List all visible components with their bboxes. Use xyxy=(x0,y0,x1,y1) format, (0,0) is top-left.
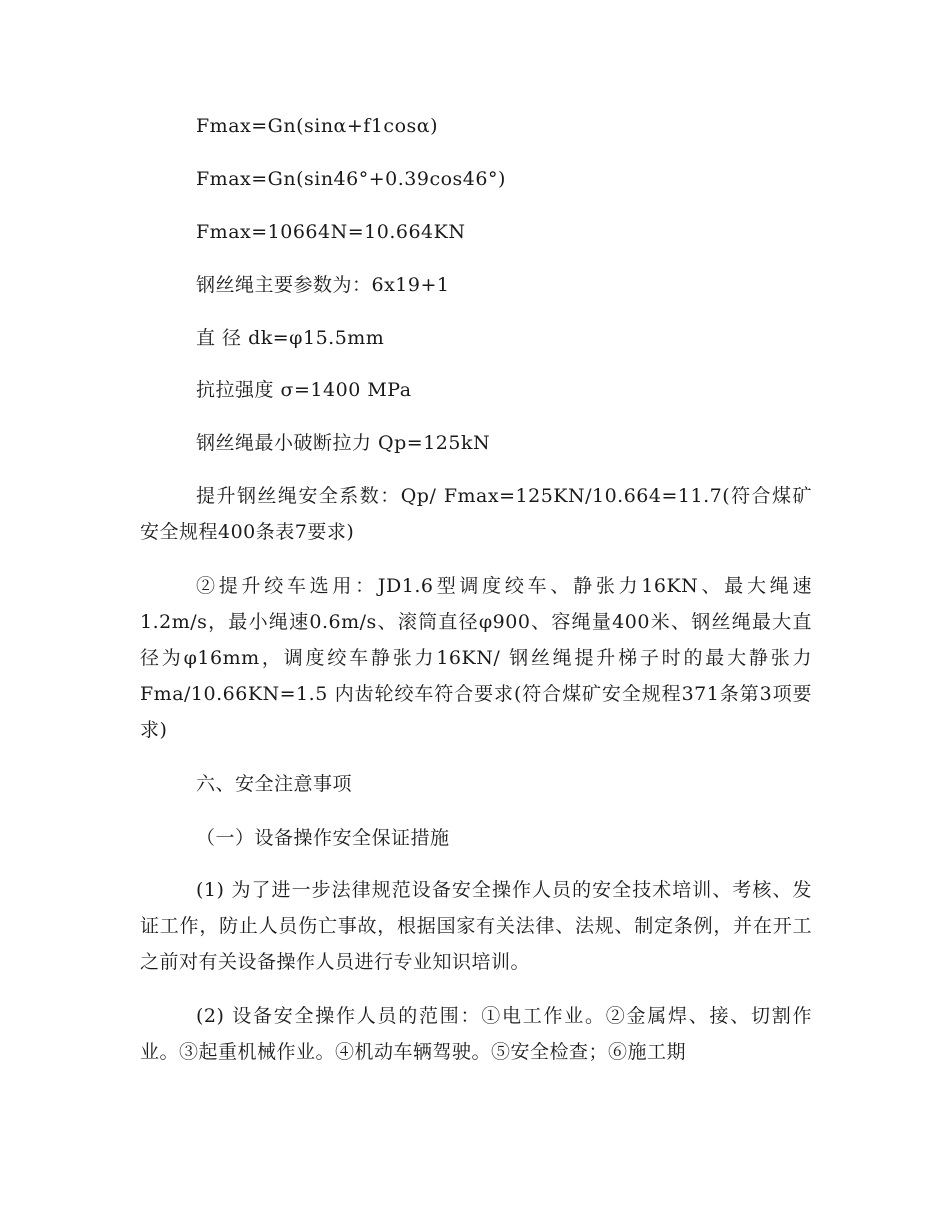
rope-min-breaking-force: 钢丝绳最小破断拉力 Qp=125kN xyxy=(196,432,491,454)
paragraph-2: (2) 设备安全操作人员的范围：①电工作业。②金属焊、接、切割作业。③起重机械作业。④机动车辆驾驶。⑤安全检查；⑥施工期 xyxy=(140,1005,812,1063)
rope-tensile-strength: 抗拉强度 σ=1400 MPa xyxy=(196,379,412,401)
winch-selection-paragraph: ②提升绞车选用：JD1.6型调度绞车、静张力16KN、最大绳速1.2m/s，最小绳速0.6m/s、滚筒直径φ900、容绳量400米、钢丝绳最大直径为φ16mm，调度绞车静张力16KN/ 钢丝绳提升梯子时的最大静张力Fma/10.66KN=1.5 内齿轮绞车符合要求(符合煤矿安全规程371条第3项要求) xyxy=(140,575,812,741)
section-subheading: （一）设备操作安全保证措施 xyxy=(196,827,450,849)
rope-diameter: 直 径 dk=φ15.5mm xyxy=(196,327,385,349)
section-heading: 六、安全注意事项 xyxy=(196,773,353,795)
rope-main-params: 钢丝绳主要参数为：6x19+1 xyxy=(196,274,450,296)
formula-line-1: Fmax=Gn(sinα+f1cosα) xyxy=(196,115,438,137)
formula-line-2: Fmax=Gn(sin46°+0.39cos46°) xyxy=(196,168,506,190)
formula-line-3: Fmax=10664N=10.664KN xyxy=(196,221,466,243)
safety-factor-paragraph: 提升钢丝绳安全系数：Qp/ Fmax=125KN/10.664=11.7(符合煤矿安全规程400条表7要求) xyxy=(140,485,812,543)
paragraph-1: (1) 为了进一步法律规范设备安全操作人员的安全技术培训、考核、发证工作，防止人员伤亡事故，根据国家有关法律、法规、制定条例，并在开工之前对有关设备操作人员进行专业知识培训。 xyxy=(140,879,812,973)
